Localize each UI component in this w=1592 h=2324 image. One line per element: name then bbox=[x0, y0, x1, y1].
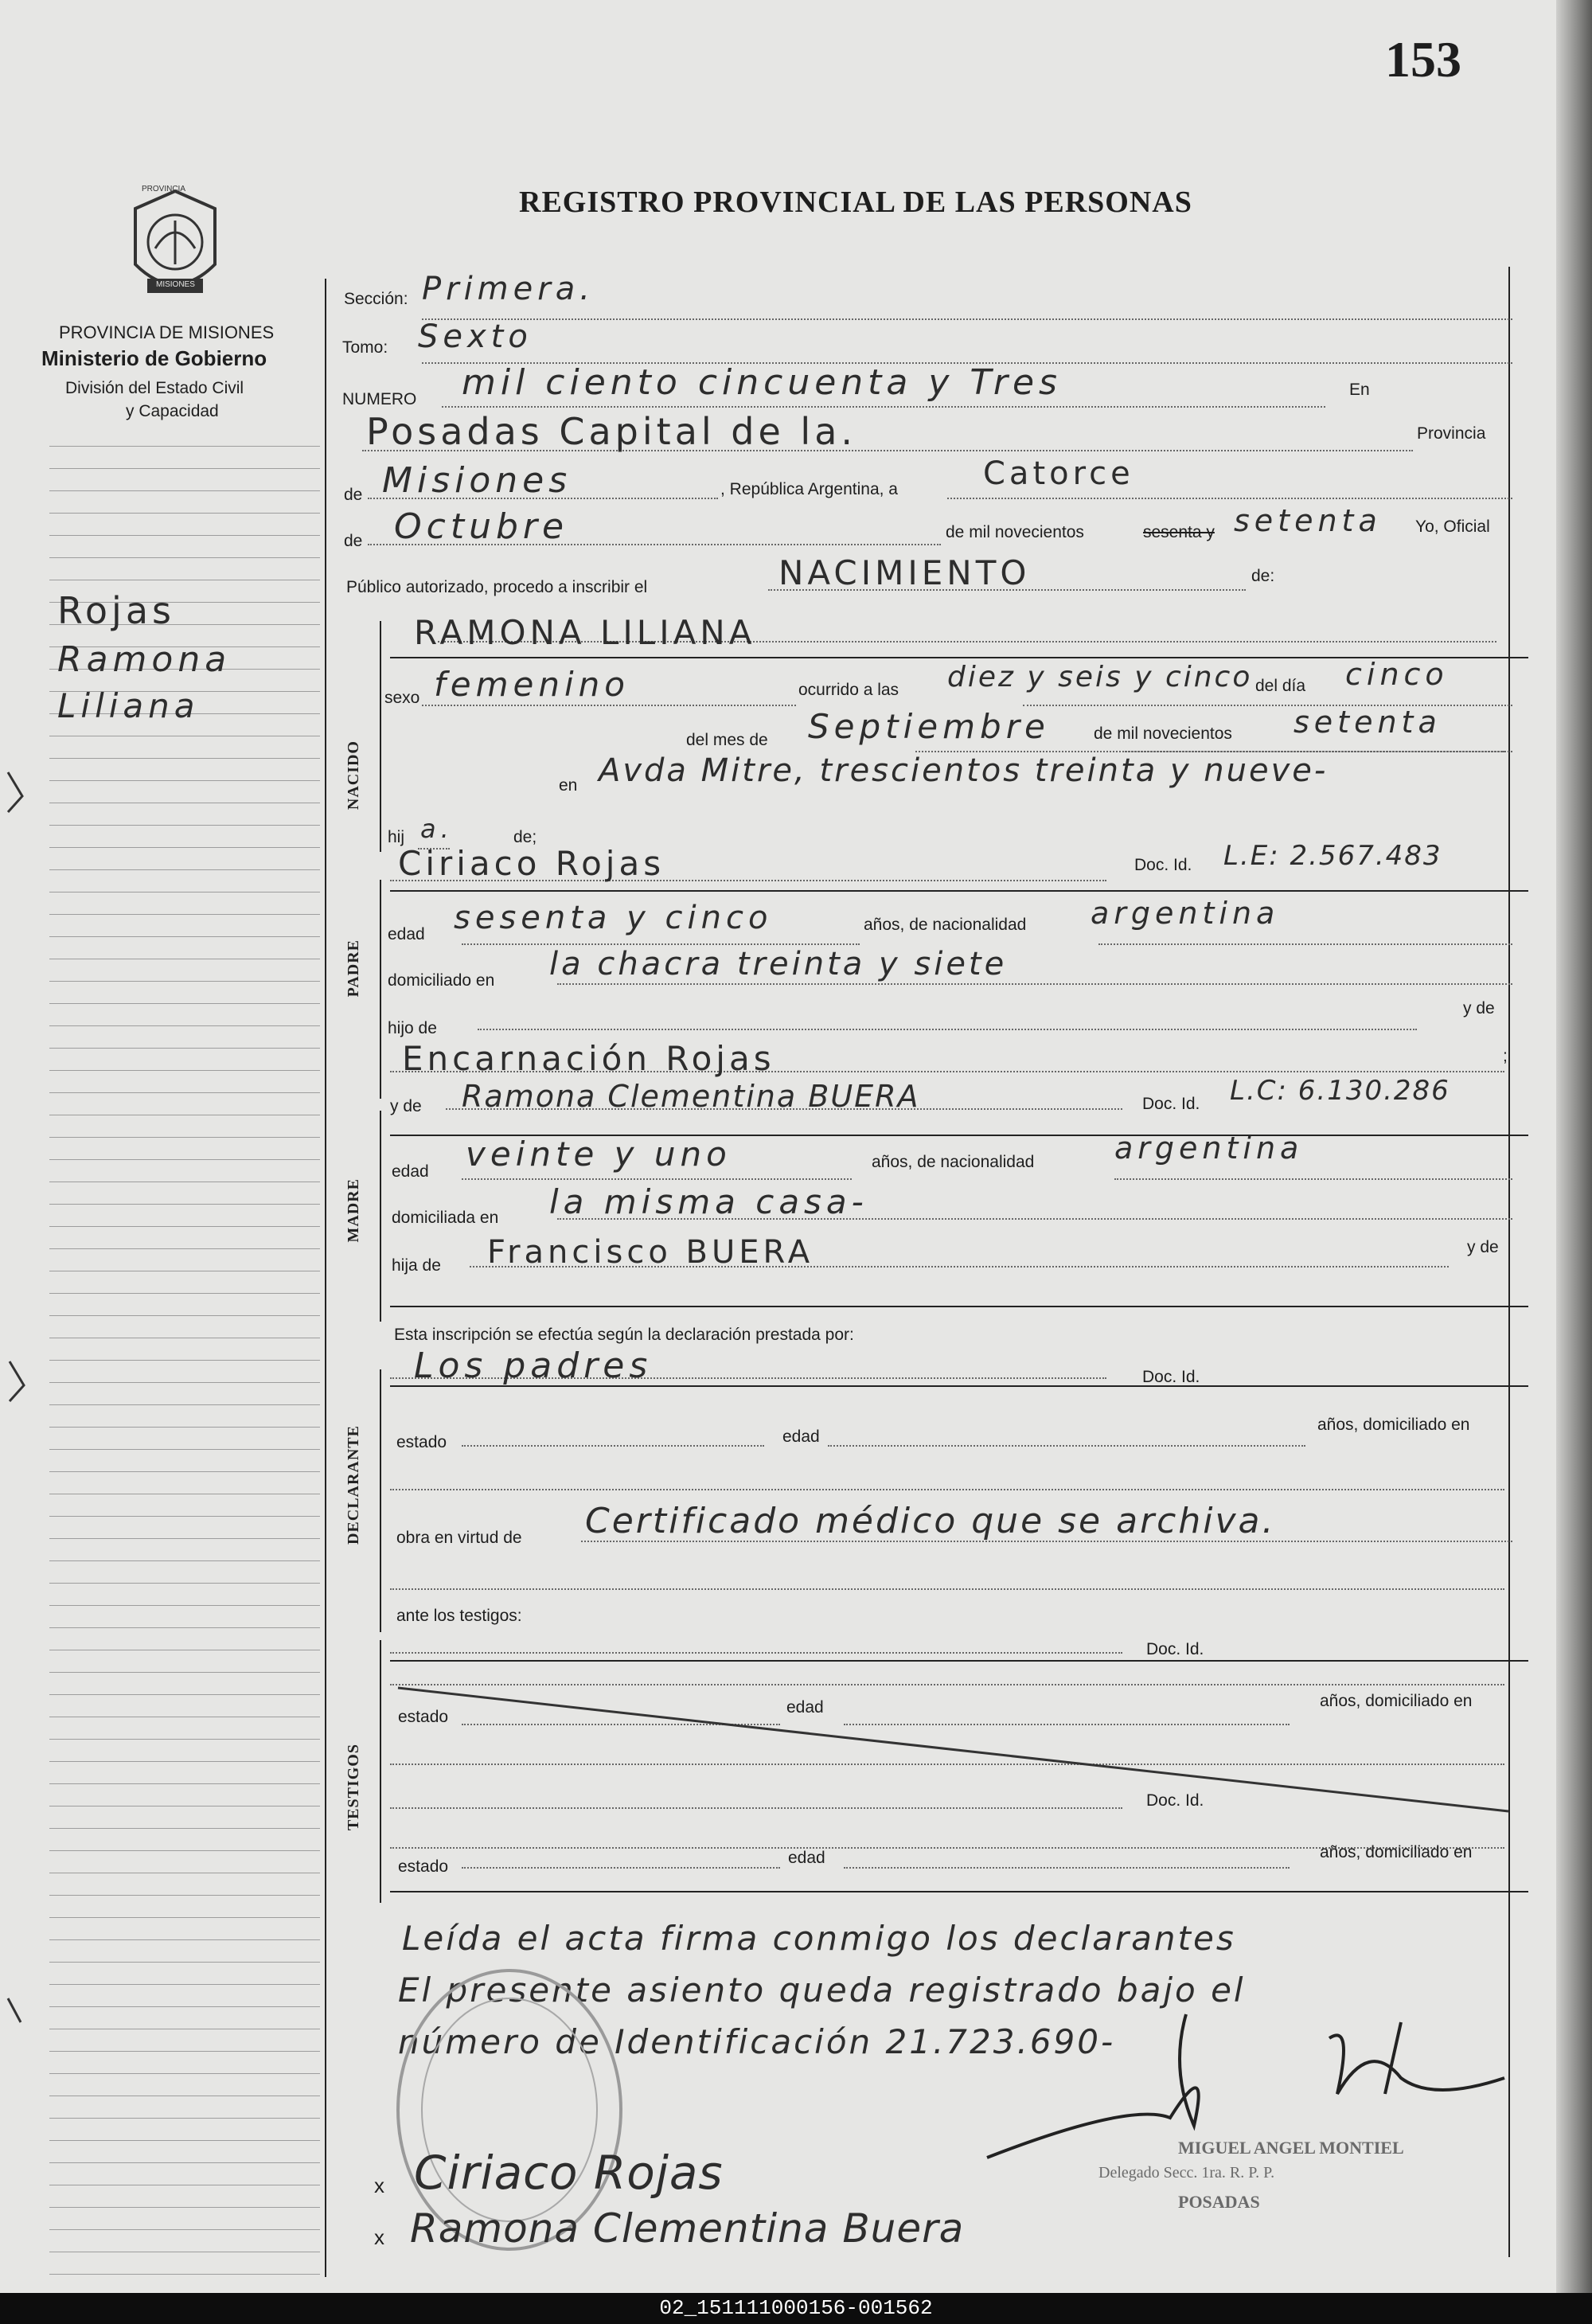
padre-doc-label: Doc. Id. bbox=[1134, 856, 1192, 874]
anio-acta-value: setenta bbox=[1234, 503, 1382, 538]
padre-edad-label: edad bbox=[388, 925, 425, 943]
padre-edad-value: sesenta y cinco bbox=[454, 900, 773, 936]
declarante-anios-label: años, domiciliado en bbox=[1317, 1416, 1470, 1434]
testigo-edad-label-2: edad bbox=[788, 1849, 825, 1867]
footer-id-bar: 02_151111000156-001562 bbox=[0, 2293, 1592, 2324]
ocurrido-label: ocurrido a las bbox=[798, 681, 899, 699]
madre-nacionalidad-value: argentina bbox=[1114, 1131, 1304, 1166]
testigo-doc-label-2: Doc. Id. bbox=[1146, 1791, 1204, 1810]
tomo-value: Sexto bbox=[418, 318, 533, 355]
provincia-label: Provincia bbox=[1417, 424, 1486, 443]
testigo-doc-label-1: Doc. Id. bbox=[1146, 1640, 1204, 1658]
mes-acta-value: Octubre bbox=[394, 506, 569, 547]
margin-rule bbox=[49, 1427, 320, 1428]
margin-rule bbox=[49, 2073, 320, 2074]
seal-bottom-text: MISIONES bbox=[156, 280, 195, 289]
sexo-value: femenino bbox=[434, 665, 630, 704]
margin-surname: Rojas bbox=[57, 589, 175, 632]
margin-rule bbox=[49, 2118, 320, 2119]
margin-rule bbox=[49, 1672, 320, 1673]
right-border bbox=[1508, 267, 1510, 2257]
de-colon-label: de: bbox=[1251, 567, 1275, 585]
margin-rule bbox=[49, 2006, 320, 2007]
padre-nombre-value: Ciriaco Rojas bbox=[398, 844, 665, 883]
margin-rule bbox=[49, 1739, 320, 1740]
domicilio-nac-value: Avda Mitre, trescientos treinta y nueve- bbox=[599, 752, 1329, 789]
sexo-label: sexo bbox=[384, 689, 420, 707]
page-edge bbox=[1556, 0, 1592, 2293]
cancel-strike-line bbox=[390, 1672, 1520, 1815]
margin-rule bbox=[49, 1917, 320, 1918]
margin-rule bbox=[49, 490, 320, 491]
declarante-section-label: DECLARANTE bbox=[345, 1425, 362, 1545]
lugar-value: Posadas Capital de la. bbox=[366, 410, 856, 453]
stamp-city: POSADAS bbox=[1178, 2192, 1260, 2212]
madre-anios-label: años, de nacionalidad bbox=[872, 1153, 1035, 1171]
hija-de-label: hija de bbox=[392, 1256, 441, 1275]
margin-rule bbox=[49, 1850, 320, 1851]
padre-madre-value: Encarnación Rojas bbox=[402, 1039, 775, 1078]
tomo-label: Tomo: bbox=[342, 338, 388, 357]
margin-rule bbox=[49, 1003, 320, 1004]
padre-domiciliado-label: domiciliado en bbox=[388, 971, 495, 990]
provincial-seal bbox=[119, 185, 231, 312]
testigos-section-label: TESTIGOS bbox=[345, 1744, 362, 1831]
semicolon-label: ; bbox=[1503, 1047, 1508, 1065]
margin-rule bbox=[49, 2140, 320, 2141]
margin-rule bbox=[49, 468, 320, 469]
padre-y-de-label: y de bbox=[1463, 999, 1495, 1017]
en-label: En bbox=[1349, 381, 1370, 399]
margin-rule bbox=[49, 1984, 320, 1985]
closing-line-2: El presente asiento queda registrado bajo el bbox=[398, 1971, 1246, 2010]
padre-section-label: PADRE bbox=[345, 939, 362, 998]
mes-nac-value: Septiembre bbox=[808, 707, 1050, 746]
del-dia-label: del día bbox=[1255, 677, 1306, 695]
margin-rule bbox=[49, 1092, 320, 1093]
margin-rule bbox=[49, 1471, 320, 1472]
hij-label: hij bbox=[388, 828, 405, 846]
numero-label: NUMERO bbox=[342, 390, 417, 408]
testigo-anios-label-1: años, domiciliado en bbox=[1320, 1692, 1473, 1710]
mark-2: x bbox=[374, 2225, 384, 2249]
stamp-name: MIGUEL ANGEL MONTIEL bbox=[1178, 2138, 1404, 2158]
margin-given-name-1: Ramona bbox=[57, 639, 232, 680]
seal-top-text: PROVINCIA bbox=[142, 185, 186, 193]
de-fecha-label: de bbox=[344, 532, 363, 550]
tipo-acta-value: NACIMIENTO bbox=[778, 553, 1031, 592]
margin-rule bbox=[49, 1315, 320, 1316]
declarante-doc-label: Doc. Id. bbox=[1142, 1368, 1200, 1386]
hora-value: diez y seis y cinco bbox=[947, 661, 1253, 693]
margin-rule bbox=[49, 2162, 320, 2163]
declarante-value: Los padres bbox=[414, 1346, 653, 1386]
testigo-estado-label-2: estado bbox=[398, 1857, 449, 1876]
margin-rule bbox=[49, 1962, 320, 1963]
margin-rule bbox=[49, 1939, 320, 1940]
division-sub: y Capacidad bbox=[126, 402, 219, 420]
margin-rule bbox=[49, 1605, 320, 1606]
margin-rule bbox=[49, 1204, 320, 1205]
margin-rule bbox=[49, 1070, 320, 1071]
madre-domicilio-value: la misma casa- bbox=[549, 1182, 868, 1221]
margin-rule bbox=[49, 1159, 320, 1160]
certificado-value: Certificado médico que se archiva. bbox=[585, 1501, 1276, 1541]
margin-rule bbox=[49, 936, 320, 937]
margin-rule bbox=[49, 847, 320, 848]
madre-doc-label: Doc. Id. bbox=[1142, 1095, 1200, 1113]
margin-rule bbox=[49, 1025, 320, 1026]
seccion-value: Primera. bbox=[422, 271, 595, 307]
mil-nov2-label: de mil novecientos bbox=[1094, 725, 1232, 743]
margin-rule bbox=[49, 914, 320, 915]
page-number: 153 bbox=[1385, 31, 1461, 88]
margin-rule bbox=[49, 2274, 320, 2275]
margin-rule bbox=[49, 2051, 320, 2052]
nacido-section-label: NACIDO bbox=[345, 740, 362, 810]
margin-rule bbox=[49, 1538, 320, 1539]
margin-rule bbox=[49, 513, 320, 514]
testigo-anios-label-2: años, domiciliado en bbox=[1320, 1843, 1473, 1861]
margin-rule bbox=[49, 780, 320, 781]
margin-rule bbox=[49, 1694, 320, 1695]
yo-oficial-label: Yo, Oficial bbox=[1415, 518, 1490, 536]
margin-rule bbox=[49, 557, 320, 558]
margin-rule bbox=[49, 1048, 320, 1049]
del-mes-label: del mes de bbox=[686, 731, 768, 749]
publico-label: Público autorizado, procedo a inscribir el bbox=[346, 578, 648, 596]
en2-label: en bbox=[559, 776, 578, 795]
margin-rule bbox=[49, 1761, 320, 1762]
margin-rule bbox=[49, 446, 320, 447]
margin-rule bbox=[49, 2207, 320, 2208]
declarante-estado-label: estado bbox=[396, 1433, 447, 1451]
dia-acta-value: Catorce bbox=[983, 455, 1134, 492]
margin-rule bbox=[49, 1895, 320, 1896]
nombre-value: RAMONA LILIANA bbox=[414, 613, 756, 652]
margin-rule bbox=[49, 1137, 320, 1138]
ministry-name: Ministerio de Gobierno bbox=[41, 346, 267, 370]
republica-label: , República Argentina, a bbox=[720, 480, 898, 498]
seccion-label: Sección: bbox=[344, 290, 408, 308]
sesenta-struck: sesenta y bbox=[1143, 523, 1215, 541]
provincia-value: Misiones bbox=[382, 460, 572, 501]
margin-rule bbox=[49, 869, 320, 870]
signature-mother: Ramona Clementina Buera bbox=[410, 2205, 965, 2252]
mark-1: x bbox=[374, 2174, 384, 2197]
madre-nombre-value: Ramona Clementina BUERA bbox=[462, 1079, 920, 1114]
margin-rule bbox=[49, 1449, 320, 1450]
madre-edad-value: veinte y uno bbox=[466, 1135, 732, 1174]
margin-rule bbox=[49, 981, 320, 982]
margin-given-name-2: Liliana bbox=[57, 686, 200, 725]
margin-rule bbox=[49, 1382, 320, 1383]
margin-rule bbox=[49, 1627, 320, 1628]
margin-rule bbox=[49, 1783, 320, 1784]
padre-doc-value: L.E: 2.567.483 bbox=[1223, 840, 1442, 872]
de-semi-label: de; bbox=[513, 828, 537, 846]
inscripcion-label: Esta inscripción se efectúa según la declaración prestada por: bbox=[394, 1326, 854, 1344]
margin-rule bbox=[49, 1248, 320, 1249]
madre-y-de-end-label: y de bbox=[1467, 1238, 1499, 1256]
margin-rule bbox=[49, 535, 320, 536]
margin-rule bbox=[49, 1360, 320, 1361]
madre-doc-value: L.C: 6.130.286 bbox=[1230, 1075, 1450, 1107]
anio-nac-value: setenta bbox=[1294, 705, 1442, 740]
testigo-edad-label-1: edad bbox=[786, 1698, 824, 1717]
testigo-estado-label-1: estado bbox=[398, 1708, 449, 1726]
signature-father: Ciriaco Rojas bbox=[414, 2146, 724, 2200]
de-label: de bbox=[344, 486, 363, 504]
margin-rule bbox=[49, 1404, 320, 1405]
madre-padre-value: Francisco BUERA bbox=[487, 1234, 814, 1271]
ante-label: ante los testigos: bbox=[396, 1607, 522, 1625]
declarante-edad-label: edad bbox=[782, 1428, 820, 1446]
hijo-de-label: hijo de bbox=[388, 1019, 437, 1037]
padre-anios-label: años, de nacionalidad bbox=[864, 916, 1027, 934]
madre-domiciliada-label: domiciliada en bbox=[392, 1209, 499, 1227]
margin-divider bbox=[325, 279, 326, 2277]
numero-value: mil ciento cincuenta y Tres bbox=[462, 362, 1062, 403]
margin-rule bbox=[49, 1516, 320, 1517]
margin-rule bbox=[49, 2229, 320, 2230]
padre-nacionalidad-value: argentina bbox=[1091, 896, 1280, 931]
madre-edad-label: edad bbox=[392, 1162, 429, 1181]
mil-novecientos-label: de mil novecientos bbox=[946, 523, 1084, 541]
stamp-title: Delegado Secc. 1ra. R. P. P. bbox=[1098, 2164, 1275, 2181]
division-name: División del Estado Civil bbox=[65, 379, 244, 397]
margin-rule bbox=[49, 1293, 320, 1294]
padre-domicilio-value: la chacra treinta y siete bbox=[549, 946, 1008, 982]
document-title: REGISTRO PROVINCIAL DE LAS PERSONAS bbox=[519, 186, 1192, 219]
margin-rule bbox=[49, 758, 320, 759]
hij-suffix: a. bbox=[420, 814, 454, 844]
province-name: PROVINCIA DE MISIONES bbox=[59, 322, 275, 342]
madre-section-label: MADRE bbox=[345, 1178, 362, 1243]
margin-rule bbox=[49, 1828, 320, 1829]
binding-marks bbox=[0, 756, 32, 2030]
margin-rule bbox=[49, 825, 320, 826]
obra-label: obra en virtud de bbox=[396, 1529, 522, 1547]
madre-y-de-label: y de bbox=[390, 1097, 422, 1115]
closing-line-1: Leída el acta firma conmigo los declarantes bbox=[402, 1919, 1236, 1958]
margin-rule bbox=[49, 1226, 320, 1227]
margin-rule bbox=[49, 1583, 320, 1584]
dia-nac-value: cinco bbox=[1345, 657, 1449, 692]
closing-line-3: número de Identificación 21.723.690- bbox=[398, 2022, 1116, 2061]
margin-rule bbox=[49, 1560, 320, 1561]
